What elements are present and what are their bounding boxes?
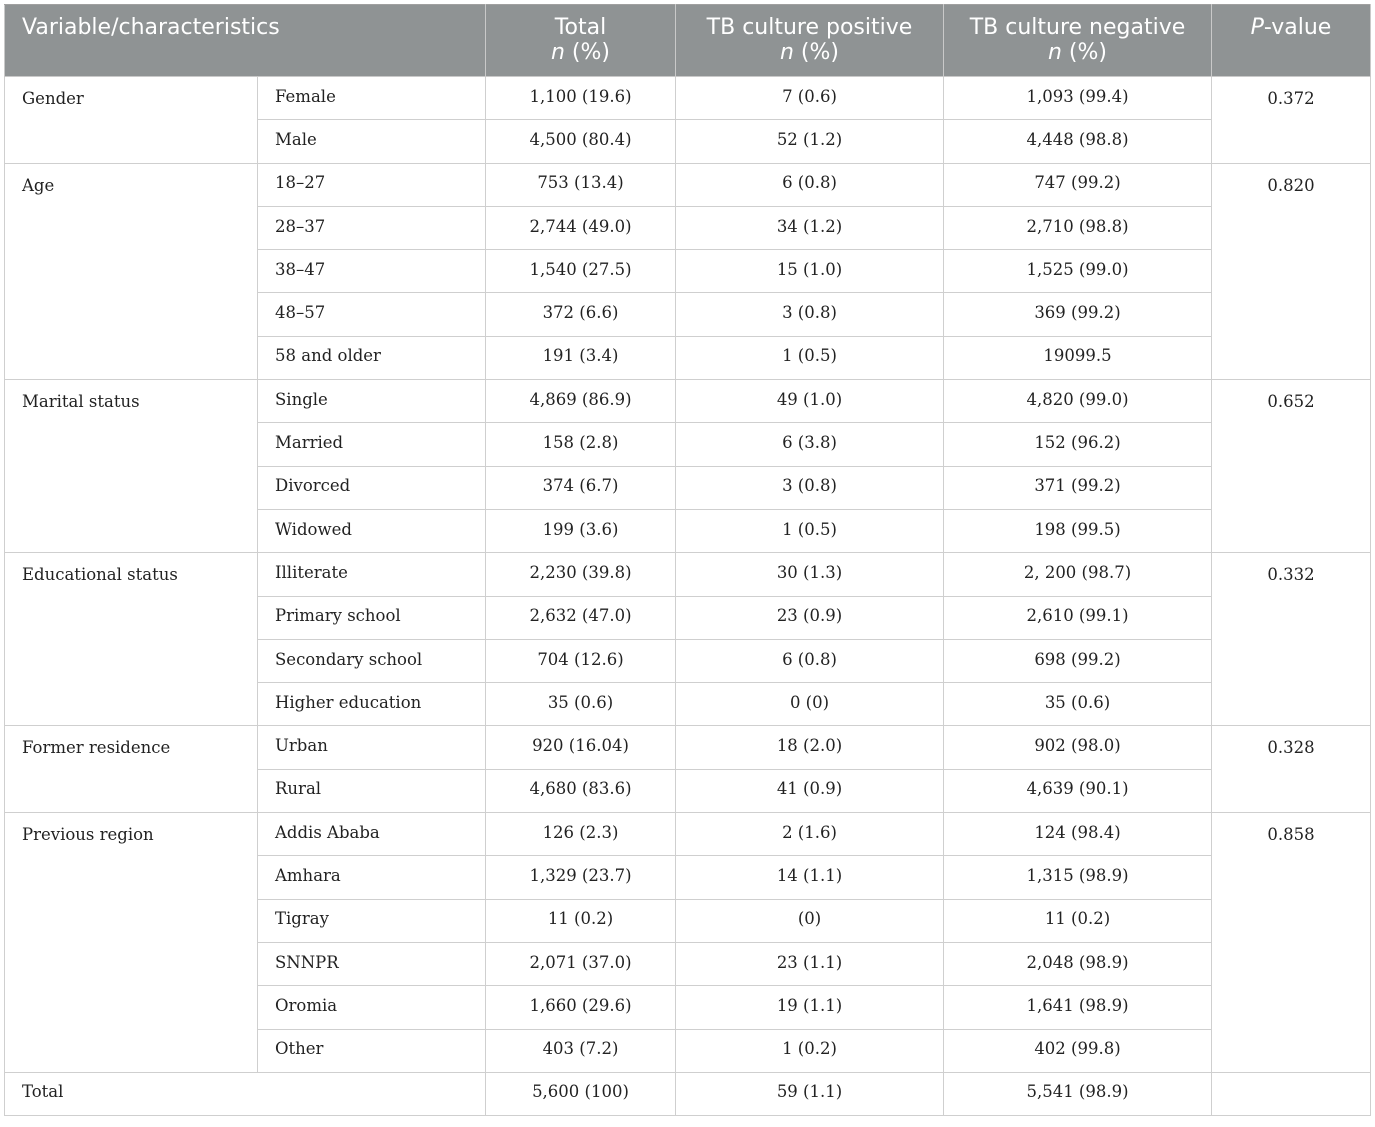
total-label-cell: Total [5, 1072, 486, 1115]
tb-positive-cell: 14 (1.1) [676, 856, 944, 899]
tb-characteristics-table [4, 4, 1371, 1116]
variable-name-cell: Previous region [5, 813, 258, 1073]
tb-positive-cell: 6 (0.8) [676, 639, 944, 682]
p-value-cell: 0.328 [1212, 726, 1371, 813]
category-cell: 28–37 [258, 206, 486, 249]
total-cell: 126 (2.3) [486, 813, 676, 856]
tb-positive-cell: 3 (0.8) [676, 293, 944, 336]
variable-name-cell: Former residence [5, 726, 258, 813]
tb-negative-cell: 902 (98.0) [944, 726, 1212, 769]
tb-negative-cell: 4,639 (90.1) [944, 769, 1212, 812]
tb-positive-cell: 23 (0.9) [676, 596, 944, 639]
table-header [5, 5, 1371, 77]
category-cell: 58 and older [258, 336, 486, 379]
tb-negative-cell: 152 (96.2) [944, 423, 1212, 466]
category-cell: Tigray [258, 899, 486, 942]
tb-negative-cell: 2,048 (98.9) [944, 942, 1212, 985]
total-cell: 753 (13.4) [486, 163, 676, 206]
total-cell: 2,071 (37.0) [486, 942, 676, 985]
tb-negative-cell: 1,093 (99.4) [944, 77, 1212, 120]
tb-negative-cell: 35 (0.6) [944, 683, 1212, 726]
tb-negative-cell: 1,315 (98.9) [944, 856, 1212, 899]
category-cell: Married [258, 423, 486, 466]
tb-negative-cell: 5,541 (98.9) [944, 1072, 1212, 1115]
variable-name-cell: Age [5, 163, 258, 379]
tb-negative-cell: 1,641 (98.9) [944, 986, 1212, 1029]
tb-positive-cell: 15 (1.0) [676, 250, 944, 293]
total-cell: 2,230 (39.8) [486, 553, 676, 596]
header-positive-unit: n (%) [779, 40, 840, 65]
total-cell: 35 (0.6) [486, 683, 676, 726]
p-value-cell: 0.652 [1212, 380, 1371, 553]
category-cell: Other [258, 1029, 486, 1072]
category-cell: Male [258, 120, 486, 163]
category-cell: 48–57 [258, 293, 486, 336]
category-cell: Amhara [258, 856, 486, 899]
total-cell: 158 (2.8) [486, 423, 676, 466]
total-cell: 4,680 (83.6) [486, 769, 676, 812]
tb-negative-cell: 402 (99.8) [944, 1029, 1212, 1072]
tb-positive-cell: 7 (0.6) [676, 77, 944, 120]
p-value-cell [1212, 1072, 1371, 1115]
tb-positive-cell: 41 (0.9) [676, 769, 944, 812]
total-cell: 199 (3.6) [486, 509, 676, 552]
category-cell: Addis Ababa [258, 813, 486, 856]
total-cell: 920 (16.04) [486, 726, 676, 769]
category-cell: Oromia [258, 986, 486, 1029]
header-tb-positive: TB culture positive n (%) [676, 5, 944, 77]
tb-positive-cell: 34 (1.2) [676, 206, 944, 249]
tb-negative-cell: 4,820 (99.0) [944, 380, 1212, 423]
tb-positive-cell: 1 (0.5) [676, 336, 944, 379]
table-body [5, 77, 1371, 1116]
category-cell: Divorced [258, 466, 486, 509]
p-value-cell: 0.820 [1212, 163, 1371, 379]
total-cell: 2,632 (47.0) [486, 596, 676, 639]
tb-negative-cell: 11 (0.2) [944, 899, 1212, 942]
total-cell: 4,869 (86.9) [486, 380, 676, 423]
tb-negative-cell: 2,710 (98.8) [944, 206, 1212, 249]
tb-negative-cell: 19099.5 [944, 336, 1212, 379]
p-value-cell: 0.332 [1212, 553, 1371, 726]
total-cell: 11 (0.2) [486, 899, 676, 942]
total-cell: 191 (3.4) [486, 336, 676, 379]
category-cell: SNNPR [258, 942, 486, 985]
header-total: Total n (%) [486, 5, 676, 77]
tb-negative-cell: 1,525 (99.0) [944, 250, 1212, 293]
category-cell: Illiterate [258, 553, 486, 596]
category-cell: 38–47 [258, 250, 486, 293]
category-cell: 18–27 [258, 163, 486, 206]
tb-positive-cell: 2 (1.6) [676, 813, 944, 856]
variable-name-cell: Gender [5, 77, 258, 164]
table-row [5, 726, 1371, 769]
tb-positive-cell: 49 (1.0) [676, 380, 944, 423]
tb-positive-cell: 6 (3.8) [676, 423, 944, 466]
tb-positive-cell: 52 (1.2) [676, 120, 944, 163]
total-cell: 5,600 (100) [486, 1072, 676, 1115]
variable-name-cell: Marital status [5, 380, 258, 553]
header-row [5, 5, 1371, 77]
header-p-value: P-value [1212, 5, 1371, 77]
header-total-unit: n (%) [550, 40, 611, 65]
variable-name-cell: Educational status [5, 553, 258, 726]
total-cell: 374 (6.7) [486, 466, 676, 509]
category-cell: Rural [258, 769, 486, 812]
tb-negative-cell: 371 (99.2) [944, 466, 1212, 509]
tb-negative-cell: 747 (99.2) [944, 163, 1212, 206]
tb-positive-cell: 30 (1.3) [676, 553, 944, 596]
p-value-cell: 0.858 [1212, 813, 1371, 1073]
tb-positive-cell: 19 (1.1) [676, 986, 944, 1029]
total-row [5, 1072, 1371, 1115]
category-cell: Primary school [258, 596, 486, 639]
total-cell: 704 (12.6) [486, 639, 676, 682]
tb-positive-cell: 1 (0.5) [676, 509, 944, 552]
table-row [5, 380, 1371, 423]
total-cell: 1,100 (19.6) [486, 77, 676, 120]
tb-negative-cell: 698 (99.2) [944, 639, 1212, 682]
category-cell: Female [258, 77, 486, 120]
tb-negative-cell: 124 (98.4) [944, 813, 1212, 856]
total-cell: 1,540 (27.5) [486, 250, 676, 293]
total-cell: 1,329 (23.7) [486, 856, 676, 899]
total-cell: 1,660 (29.6) [486, 986, 676, 1029]
tb-positive-cell: 59 (1.1) [676, 1072, 944, 1115]
p-value-cell: 0.372 [1212, 77, 1371, 164]
table-row [5, 77, 1371, 120]
tb-positive-cell: (0) [676, 899, 944, 942]
tb-negative-cell: 4,448 (98.8) [944, 120, 1212, 163]
category-cell: Secondary school [258, 639, 486, 682]
tb-positive-cell: 1 (0.2) [676, 1029, 944, 1072]
table-row [5, 163, 1371, 206]
tb-negative-cell: 369 (99.2) [944, 293, 1212, 336]
table-row [5, 813, 1371, 856]
header-negative-unit: n (%) [1047, 40, 1108, 65]
tb-negative-cell: 2, 200 (98.7) [944, 553, 1212, 596]
tb-positive-cell: 3 (0.8) [676, 466, 944, 509]
category-cell: Higher education [258, 683, 486, 726]
total-cell: 372 (6.6) [486, 293, 676, 336]
table-container [4, 4, 1371, 1116]
header-variable: Variable/characteristics [5, 5, 486, 77]
header-tb-negative: TB culture negative n (%) [944, 5, 1212, 77]
total-cell: 2,744 (49.0) [486, 206, 676, 249]
tb-positive-cell: 18 (2.0) [676, 726, 944, 769]
category-cell: Widowed [258, 509, 486, 552]
tb-positive-cell: 0 (0) [676, 683, 944, 726]
tb-negative-cell: 198 (99.5) [944, 509, 1212, 552]
total-cell: 403 (7.2) [486, 1029, 676, 1072]
table-row [5, 553, 1371, 596]
tb-negative-cell: 2,610 (99.1) [944, 596, 1212, 639]
total-cell: 4,500 (80.4) [486, 120, 676, 163]
category-cell: Single [258, 380, 486, 423]
tb-positive-cell: 23 (1.1) [676, 942, 944, 985]
tb-positive-cell: 6 (0.8) [676, 163, 944, 206]
category-cell: Urban [258, 726, 486, 769]
